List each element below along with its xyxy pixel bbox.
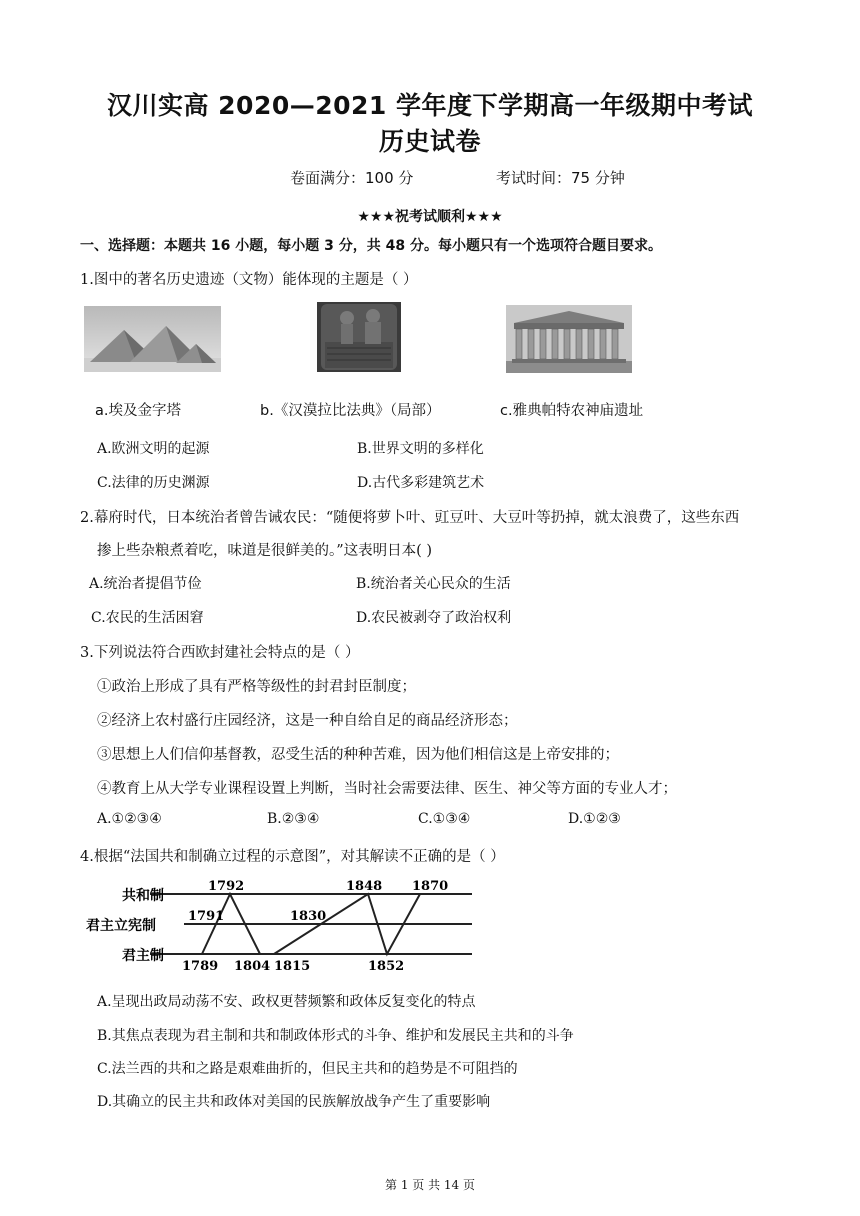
year-1830: 1830 — [290, 909, 327, 924]
q3-option-a: A.①②③④ — [97, 811, 162, 827]
q4-option-c: C.法兰西的共和之路是艰难曲折的，但民主共和的趋势是不可阻挡的 — [97, 1061, 518, 1077]
q3-option-d: D.①②③ — [568, 811, 621, 827]
row-label-constitutional-monarchy: 君主立宪制 — [86, 918, 156, 934]
question-4-stem: 4.根据“法国共和制确立过程的示意图”，对其解读不正确的是（ ） — [80, 849, 505, 865]
parthenon-image — [506, 305, 632, 373]
year-1870: 1870 — [412, 879, 449, 894]
row-label-republic: 共和制 — [122, 888, 164, 904]
blessing-line: ★★★祝考试顺利★★★ — [357, 209, 503, 225]
exam-title: 汉川实高 2020—2021 学年度下学期高一年级期中考试 — [106, 91, 754, 120]
year-1852: 1852 — [368, 959, 405, 974]
q1-option-c: C.法律的历史渊源 — [97, 475, 210, 491]
question-3-stem: 3.下列说法符合西欧封建社会特点的是（ ） — [80, 645, 360, 661]
q4-option-a: A.呈现出政局动荡不安、政权更替频繁和政体反复变化的特点 — [97, 994, 476, 1010]
q3-statement-4: ④教育上从大学专业课程设置上判断，当时社会需要法律、医生、神父等方面的专业人才； — [97, 781, 677, 797]
year-1791: 1791 — [188, 909, 225, 924]
q3-statement-2: ②经济上农村盛行庄园经济，这是一种自给自足的商品经济形态； — [97, 713, 518, 729]
q1-option-a: A.欧洲文明的起源 — [97, 441, 210, 457]
q2-option-d: D.农民被剥夺了政治权利 — [356, 610, 512, 626]
q3-statement-3: ③思想上人们信仰基督教，忍受生活的种种苦难，因为他们相信这是上帝安排的； — [97, 747, 619, 763]
q1-option-d: D.古代多彩建筑艺术 — [357, 475, 485, 491]
year-1848: 1848 — [346, 879, 383, 894]
exam-subject: 历史试卷 — [378, 127, 481, 156]
q3-statement-1: ①政治上形成了具有严格等级性的封君封臣制度； — [97, 679, 416, 695]
question-2-stem-line1: 2.幕府时代，日本统治者曾告诫农民：“随便将萝卜叶、豇豆叶、大豆叶等扔掉，就太浪费了，这些东西 — [80, 510, 740, 526]
q3-option-c: C.①③④ — [418, 811, 471, 827]
question-2-stem-line2: 掺上些杂粮煮着吃，味道是很鲜美的。”这表明日本( ) — [97, 543, 433, 559]
q1-option-b: B.世界文明的多样化 — [357, 441, 484, 457]
exam-time: 考试时间：75 分钟 — [496, 169, 625, 187]
section-heading: 一、选择题：本题共 16 小题，每小题 3 分，共 48 分。每小题只有一个选项符合题目要求。 — [80, 238, 662, 254]
page-number: 第 1 页 共 14 页 — [385, 1178, 475, 1192]
pyramids-image — [84, 306, 221, 372]
image-caption-b: b.《汉漠拉比法典》（局部） — [260, 403, 441, 419]
hammurabi-code-image — [317, 302, 401, 372]
image-caption-c: c.雅典帕特农神庙遗址 — [500, 403, 644, 419]
year-1792: 1792 — [208, 879, 245, 894]
q2-option-a: A.统治者提倡节俭 — [89, 576, 202, 592]
image-caption-a: a.埃及金字塔 — [95, 403, 181, 419]
q4-option-b: B.其焦点表现为君主制和共和制政体形式的斗争、维护和发展民主共和的斗争 — [97, 1028, 574, 1044]
year-1789: 1789 — [182, 959, 219, 974]
question-1-stem: 1.图中的著名历史遗迹（文物）能体现的主题是（ ） — [80, 272, 418, 288]
q2-option-b: B.统治者关心民众的生活 — [356, 576, 511, 592]
q3-option-b: B.②③④ — [267, 811, 320, 827]
row-label-monarchy: 君主制 — [122, 948, 164, 964]
full-score: 卷面满分：100 分 — [290, 169, 414, 187]
year-1804: 1804 — [234, 959, 271, 974]
q2-option-c: C.农民的生活困窘 — [91, 610, 204, 626]
french-republic-diagram — [84, 874, 484, 980]
year-1815: 1815 — [274, 959, 311, 974]
q4-option-d: D.其确立的民主共和政体对美国的民族解放战争产生了重要影响 — [97, 1094, 491, 1110]
